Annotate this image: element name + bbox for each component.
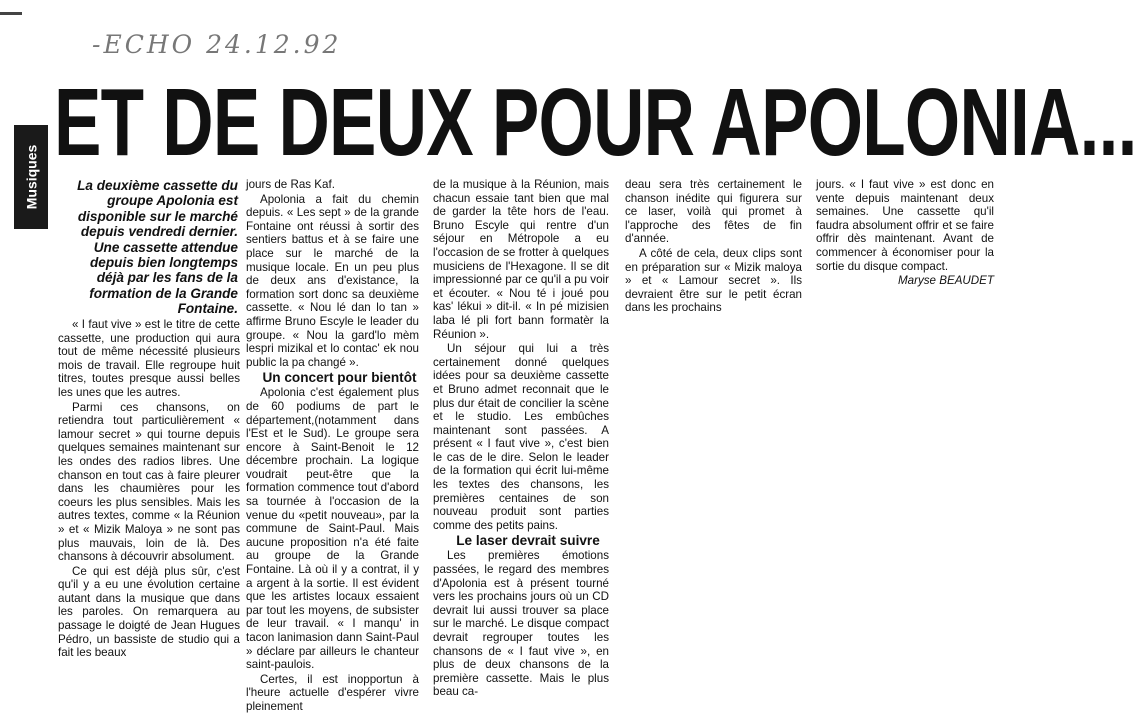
margin-mark bbox=[0, 12, 22, 15]
paragraph: Certes, il est inopportun à l'heure actuelle d'espérer vivre pleinement bbox=[246, 672, 419, 713]
paragraph: jours de Ras Kaf. bbox=[246, 178, 335, 191]
paragraph: jours. « I faut vive » est donc en vente depuis maintenant deux semaines. Une cassette qu'il faudra absolument offrir et se faire offrir dès maintenant. Avant de commencer à économiser pour la sortie du disque compact. bbox=[816, 178, 994, 273]
column-2 bbox=[246, 178, 419, 713]
paragraph: deau sera très certainement le chanson inédite qui figurera sur ce laser, voilà qui promet à l'approche des fêtes de fin d'année. bbox=[625, 178, 802, 246]
paragraph: Apolonia a fait du chemin depuis. « Les sept » de la grande Fontaine ont réussi à sortir des sentiers battus et à se faire une place sur le marché de la musique locale. En un peu plus de deux ans d'existance, la formation sort donc sa deuxième cassette. « Nou lé dan lo tan » affirme Bruno Escyle le leader du groupe. « Nou la gard'lo mèm lespri mizikal et lo contac' ek nou public la pa changé ». bbox=[246, 192, 419, 369]
headline: ET DE DEUX POUR APOLONIA... bbox=[54, 69, 1137, 176]
column-3 bbox=[433, 178, 609, 699]
paragraph: « I faut vive » est le titre de cette cassette, une production qui aura tout de même nécessité plusieurs mois de travail. Elle regroupe huit titres, toutes presque aussi belles les unes que les autres. bbox=[58, 318, 240, 399]
paragraph: A côté de cela, deux clips sont en préparation sur « Mizik maloya » et « Lamour secret ». Ils devraient être sur le petit écran dans les prochains bbox=[625, 246, 802, 315]
paragraph: Apolonia c'est également plus de 60 podiums de part le département,(notamment dans l'Est et le Sud). Le groupe sera encore à Saint-Benoit le 12 décembre prochain. La logique voudrait peut-être que la formation commence tout d'abord sa tournée à l'occasion de la venue du «petit nouveau», par la commune de Saint-Paul. Mais aucune proposition n'a été faite au groupe de la Grande Fontaine. Là où il y a contrat, il y a argent à la sortie. Il est évident que les artistes locaux essaient par tout les moyens, de subsister de leur travail. « I manqu' in tacon lanimasion dann Saint-Paul » déclare par ailleurs le chanteur saint-paulois. bbox=[246, 386, 419, 672]
subheading-concert: Un concert pour bientôt bbox=[262, 370, 417, 386]
section-tab bbox=[14, 125, 48, 229]
column-4 bbox=[625, 178, 802, 315]
subheading-laser: Le laser devrait suivre bbox=[456, 533, 600, 549]
column-5 bbox=[816, 178, 994, 308]
author-signature: Maryse BEAUDET bbox=[898, 274, 994, 288]
paragraph: de la musique à la Réunion, mais chacun essaie tant bien que mal de garder la tête hors de l'eau. Bruno Escyle qui rentre d'un séjour en Métropole a eu l'occasion de se frotter à quelques musiciens de l'Hexagone. Il se dit impressionné par ce qu'il a pu voir et écouter. « Nou té i joué pou kas' lékui » dit-il. « In pé mizisien laba lé pli fort bann formatèr la Réunion ». bbox=[433, 178, 609, 341]
paragraph: Un séjour qui lui a très certainement donné quelques idées pour sa deuxième cassette et Bruno admet reconnait que le plus dur était de concilier la scène et le studio. Les embûches maintenant sont passées. A présent « I faut vive », c'est bien le cas de le dire. Selon le leader de la formation qui écrit lui-même les textes des chansons, les premières centaines de son nouveau produit sont parties comme des petits pains. bbox=[433, 342, 609, 532]
paragraph: Les premières émotions passées, le regard des membres d'Apolonia est à présent tourné vers les prochains jours où un CD devrait lui aussi trouver sa place sur le marché. Le disque compact devrait regrouper toutes les chansons de « I faut vive », en plus de deux chansons de la première cassette. Mais le plus beau ca- bbox=[433, 549, 609, 699]
column-1 bbox=[58, 318, 240, 660]
paragraph: Parmi ces chansons, on retiendra tout particulièrement « lamour secret » qui tourne depuis quelques semaines maintenant sur les ondes des radios libres. Une chanson en tout cas à faire pleurer dans les chaumières pour les coeurs les plus sensibles. Mais les autres textes, comme « la Réunion » et « Mizik Maloya » ne sont pas plus mauvais, loin de là. Des chansons à découvrir absolument. bbox=[58, 400, 240, 564]
handwritten-note: -ECHO 24.12.92 bbox=[92, 30, 342, 59]
paragraph: Ce qui est déjà plus sûr, c'est qu'il y a eu une évolution certaine autant dans la musique que dans les paroles. On remarquera au passage le doigté de Jean Hugues Pédro, un bassiste de studio qui a fait les beaux bbox=[58, 564, 240, 660]
lead-paragraph: La deuxième cassette du groupe Apolonia est disponible sur le marché depuis vendredi dernier. Une cassette attendue depuis bien longtemps déjà par les fans de la formation de la Grande Fontaine. bbox=[77, 178, 238, 317]
section-label: Musiques bbox=[23, 144, 40, 210]
